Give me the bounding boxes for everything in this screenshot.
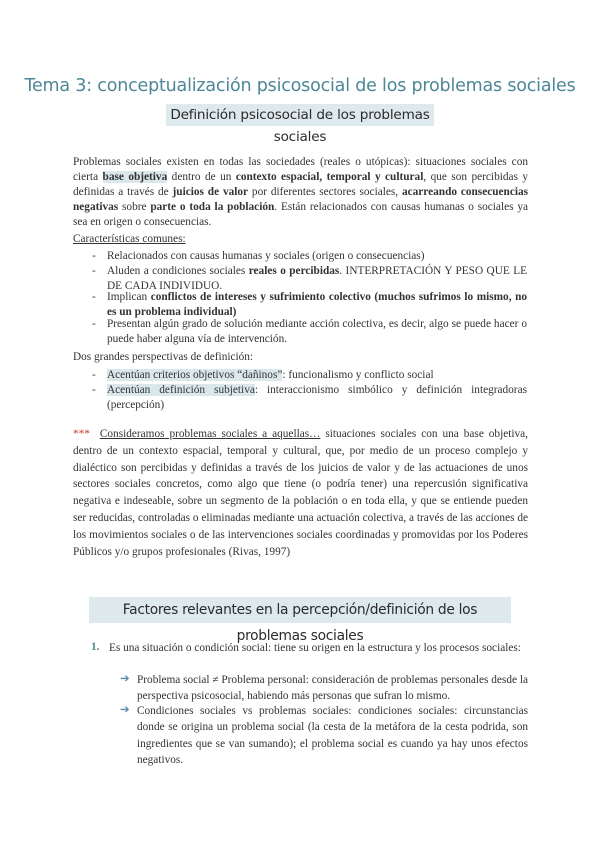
perspective-text: : interaccionismo simbólico y definición integradoras (percepción) (107, 384, 527, 411)
factor-item-1: Es una situación o condición social: tiene su origen en la estructura y los procesos sociales: (109, 642, 521, 654)
bullet-dash: - (92, 369, 96, 381)
item-bold: conflictos de intereses y sufrimiento colectivo (muchos sufrimos lo mismo, no es un problema individual) (107, 291, 527, 318)
intro-text: sobre (118, 201, 151, 213)
definition-text: situaciones sociales con una base objetiva, dentro de un contexto espacial, temporal y cultural, que, por medio de un proceso complejo y dialéctico son percibidas y definidas a través de los juicios de valor y de las actuaciones de unos sectores sociales concretos, como algo que tiene (o podría tener) una repercusión significativa negativa e indeseable, sobre un segmento de la población o en toda ella, y que se entiende pueden ser reducidas, controladas o eliminadas mediante una actuación colectiva, a través de las acciones de los movimientos sociales o de las intervenciones sociales coordinadas y promovidas por los Poderes Públicos y/o grupos profesionales (Rivas, 1997) (73, 428, 528, 558)
perspective-highlight: Acentúan definición subjetiva (107, 384, 255, 396)
intro-bold: parte o toda la población (150, 201, 275, 213)
bullet-dash: - (92, 318, 96, 330)
perspective-text: : funcionalismo y conflicto social (282, 369, 434, 381)
perspective-item-2 (107, 383, 527, 413)
item-bold: reales o percibidas (248, 265, 340, 277)
perspective-highlight: Acentúan criterios objetivos “dañinos” (107, 369, 283, 381)
characteristic-item-4: Presentan algún grado de solución mediante acción colectiva, es decir, algo se puede hacer o puede haber alguna vía de intervención. (107, 318, 527, 345)
intro-text: Problemas sociales existen en todas las sociedades (reales o utópicas): situaciones sociales con cierta (73, 156, 528, 183)
asterisks-marker: *** (73, 428, 90, 440)
intro-text: . Están relacionados con causas humanas o sociales ya sea en origen o consecuencias. (73, 201, 528, 228)
page-title: Tema 3: conceptualización psicosocial de los problemas sociales (24, 76, 576, 96)
item-text: Aluden a condiciones sociales (107, 265, 249, 277)
intro-text: por diferentes sectores sociales, (248, 186, 402, 198)
intro-bold: juicios de valor (172, 186, 249, 198)
intro-bold: acarreando consecuencias negativas (73, 186, 529, 213)
intro-paragraph (73, 155, 528, 230)
arrow-icon: ➔ (120, 704, 130, 716)
characteristic-item-3 (107, 290, 527, 320)
intro-bold: contexto espacial, temporal y cultural (235, 171, 424, 183)
bullet-dash: - (92, 265, 96, 277)
factor-subitem-1: Problema social ≠ Problema personal: consideración de problemas personales desde la perspectiva psicosocial, habiendo más personas que sufran lo mismo. (137, 674, 528, 702)
item-text: Implican (107, 291, 151, 303)
section-heading: Factores relevantes en la percepción/definición de los problemas sociales (89, 597, 511, 623)
bullet-dash: - (92, 250, 96, 262)
intro-text: dentro de un (167, 171, 236, 183)
characteristics-heading: Características comunes: (73, 233, 186, 245)
bullet-dash: - (92, 291, 96, 303)
perspective-item-1 (107, 368, 527, 383)
arrow-icon: ➔ (120, 673, 130, 685)
item-text: . INTERPRETACIÓN Y PESO QUE LE DE CADA INDIVIDUO. (107, 265, 528, 292)
factor-subitem-2: Condiciones sociales vs problemas sociales: condiciones sociales: circunstancias donde se origina un problema social (la cesta de la metáfora de la cesta podrida, son ingredientes que se van sumando); el problema social es cuando ya hay unos efectos negativos. (137, 705, 528, 767)
list-number: 1. (91, 641, 100, 653)
perspectives-heading: Dos grandes perspectivas de definición: (73, 351, 254, 363)
definition-paragraph (73, 426, 528, 560)
bullet-dash: - (92, 384, 96, 396)
characteristic-item-1: Relacionados con causas humanas y sociales (origen o consecuencias) (107, 250, 425, 262)
intro-highlight-base-objetiva: base objetiva (102, 171, 168, 183)
definition-lead: Consideramos problemas sociales a aquellas… (99, 428, 321, 440)
intro-text: , que son percibidas y definidas a través de (73, 171, 529, 198)
page-subtitle: Definición psicosocial de los problemas sociales (166, 104, 434, 126)
